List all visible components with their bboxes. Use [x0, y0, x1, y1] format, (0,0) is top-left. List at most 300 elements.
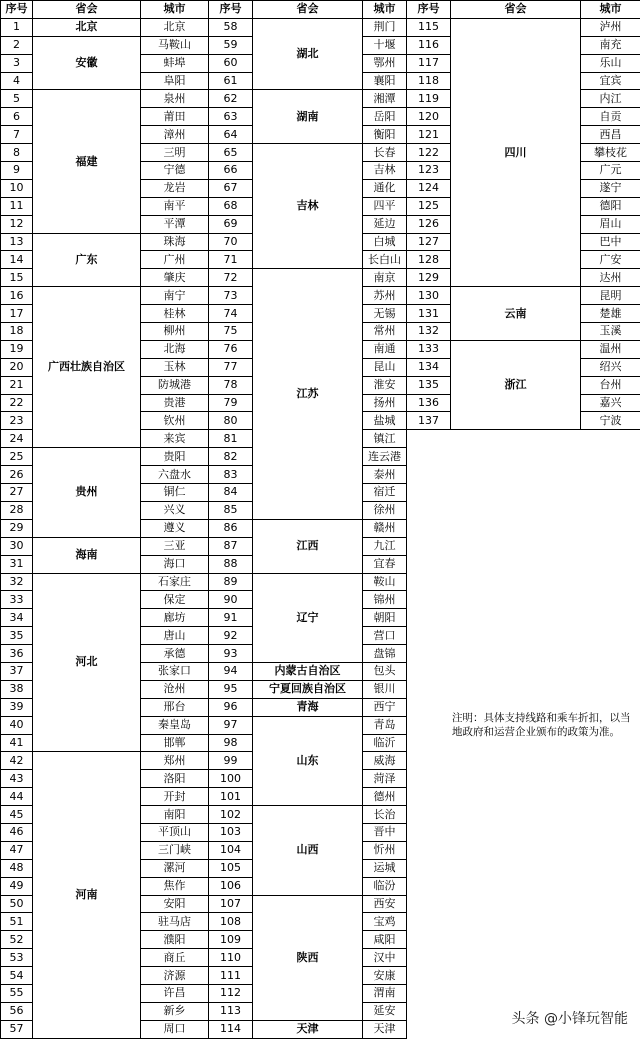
row-seq: 37: [1, 662, 33, 680]
province-cell: 四川: [451, 18, 581, 286]
row-city: 遂宁: [581, 179, 640, 197]
row-city: 海口: [141, 555, 209, 573]
row-city: 昆明: [581, 287, 640, 305]
row-city: 营口: [363, 627, 407, 645]
row-seq: 129: [407, 269, 451, 287]
row-seq: 10: [1, 179, 33, 197]
row-seq: 84: [209, 484, 253, 502]
row-seq: 57: [1, 1020, 33, 1038]
header-seq: 序号: [1, 1, 33, 19]
province-cell: 云南: [451, 287, 581, 341]
row-city: 苏州: [363, 287, 407, 305]
row-seq: 38: [1, 680, 33, 698]
row-city: 六盘水: [141, 466, 209, 484]
row-city: 沧州: [141, 680, 209, 698]
row-city: 西宁: [363, 698, 407, 716]
header-province: 省会: [33, 1, 141, 19]
row-city: 平顶山: [141, 823, 209, 841]
row-city: 菏泽: [363, 770, 407, 788]
row-seq: 31: [1, 555, 33, 573]
row-city: 商丘: [141, 949, 209, 967]
row-seq: 61: [209, 72, 253, 90]
row-seq: 44: [1, 788, 33, 806]
row-city: 广元: [581, 162, 640, 180]
row-city: 南充: [581, 36, 640, 54]
row-city: 宜春: [363, 555, 407, 573]
row-seq: 82: [209, 448, 253, 466]
row-city: 柳州: [141, 323, 209, 341]
row-seq: 83: [209, 466, 253, 484]
row-city: 常州: [363, 323, 407, 341]
row-seq: 105: [209, 859, 253, 877]
row-seq: 133: [407, 340, 451, 358]
header-province: 省会: [253, 1, 363, 19]
row-city: 长治: [363, 806, 407, 824]
row-city: 新乡: [141, 1002, 209, 1020]
row-seq: 90: [209, 591, 253, 609]
row-city: 保定: [141, 591, 209, 609]
row-seq: 52: [1, 931, 33, 949]
row-city: 漳州: [141, 126, 209, 144]
row-city: 荆门: [363, 18, 407, 36]
disclaimer-note: 注明：具体支持线路和乘车折扣，以当地政府和运营企业颁布的政策为准。: [452, 711, 638, 739]
row-seq: 110: [209, 949, 253, 967]
row-city: 淮安: [363, 376, 407, 394]
row-city: 天津: [363, 1020, 407, 1038]
province-cell: 广东: [33, 233, 141, 287]
row-city: 廊坊: [141, 609, 209, 627]
row-city: 龙岩: [141, 179, 209, 197]
row-seq: 2: [1, 36, 33, 54]
row-seq: 36: [1, 645, 33, 663]
row-city: 嘉兴: [581, 394, 640, 412]
province-cell: 山西: [253, 806, 363, 895]
row-city: 周口: [141, 1020, 209, 1038]
row-seq: 23: [1, 412, 33, 430]
row-city: 玉溪: [581, 323, 640, 341]
row-city: 阜阳: [141, 72, 209, 90]
row-seq: 68: [209, 197, 253, 215]
row-seq: 18: [1, 323, 33, 341]
row-city: 许昌: [141, 984, 209, 1002]
row-city: 衡阳: [363, 126, 407, 144]
row-seq: 17: [1, 305, 33, 323]
row-city: 南宁: [141, 287, 209, 305]
row-seq: 47: [1, 841, 33, 859]
province-cell: 江苏: [253, 269, 363, 519]
row-city: 楚雄: [581, 305, 640, 323]
row-seq: 103: [209, 823, 253, 841]
province-cell: 广西壮族自治区: [33, 287, 141, 448]
header-row: [1, 1, 640, 19]
row-city: 长白山: [363, 251, 407, 269]
province-cell: 浙江: [451, 340, 581, 429]
row-seq: 94: [209, 662, 253, 680]
row-city: 岳阳: [363, 108, 407, 126]
row-city: 台州: [581, 376, 640, 394]
row-seq: 107: [209, 895, 253, 913]
row-city: 连云港: [363, 448, 407, 466]
row-seq: 112: [209, 984, 253, 1002]
row-city: 秦皇岛: [141, 716, 209, 734]
row-city: 朝阳: [363, 609, 407, 627]
row-seq: 98: [209, 734, 253, 752]
province-cell: 福建: [33, 90, 141, 233]
row-seq: 4: [1, 72, 33, 90]
row-seq: 64: [209, 126, 253, 144]
row-seq: 132: [407, 323, 451, 341]
row-seq: 97: [209, 716, 253, 734]
row-city: 驻马店: [141, 913, 209, 931]
row-city: 镇江: [363, 430, 407, 448]
row-seq: 122: [407, 144, 451, 162]
row-seq: 49: [1, 877, 33, 895]
row-city: 贵阳: [141, 448, 209, 466]
province-cell: 陕西: [253, 895, 363, 1020]
row-city: 眉山: [581, 215, 640, 233]
row-city: 三亚: [141, 537, 209, 555]
row-city: 运城: [363, 859, 407, 877]
row-seq: 40: [1, 716, 33, 734]
row-city: 通化: [363, 179, 407, 197]
row-city: 来宾: [141, 430, 209, 448]
row-city: 内江: [581, 90, 640, 108]
row-seq: 109: [209, 931, 253, 949]
row-seq: 48: [1, 859, 33, 877]
province-cell: 贵州: [33, 448, 141, 537]
row-city: 乐山: [581, 54, 640, 72]
row-seq: 137: [407, 412, 451, 430]
row-seq: 43: [1, 770, 33, 788]
row-city: 达州: [581, 269, 640, 287]
row-city: 鄂州: [363, 54, 407, 72]
row-city: 铜仁: [141, 484, 209, 502]
province-cell: 湖南: [253, 90, 363, 144]
row-city: 兴义: [141, 501, 209, 519]
row-seq: 1: [1, 18, 33, 36]
row-city: 攀枝花: [581, 144, 640, 162]
row-city: 贵港: [141, 394, 209, 412]
row-seq: 108: [209, 913, 253, 931]
row-city: 济源: [141, 967, 209, 985]
row-seq: 50: [1, 895, 33, 913]
row-seq: 91: [209, 609, 253, 627]
row-seq: 22: [1, 394, 33, 412]
row-city: 马鞍山: [141, 36, 209, 54]
province-cell: 宁夏回族自治区: [253, 680, 363, 698]
row-city: 渭南: [363, 984, 407, 1002]
row-city: 肇庆: [141, 269, 209, 287]
row-city: 延边: [363, 215, 407, 233]
row-city: 绍兴: [581, 358, 640, 376]
row-city: 宁波: [581, 412, 640, 430]
row-seq: 28: [1, 501, 33, 519]
row-seq: 99: [209, 752, 253, 770]
row-city: 锦州: [363, 591, 407, 609]
row-seq: 116: [407, 36, 451, 54]
row-seq: 12: [1, 215, 33, 233]
row-seq: 92: [209, 627, 253, 645]
row-city: 承德: [141, 645, 209, 663]
row-city: 西昌: [581, 126, 640, 144]
row-city: 洛阳: [141, 770, 209, 788]
row-seq: 20: [1, 358, 33, 376]
row-city: 自贡: [581, 108, 640, 126]
row-seq: 29: [1, 519, 33, 537]
row-seq: 130: [407, 287, 451, 305]
row-seq: 114: [209, 1020, 253, 1038]
row-seq: 85: [209, 501, 253, 519]
row-city: 三门峡: [141, 841, 209, 859]
row-seq: 13: [1, 233, 33, 251]
row-city: 南京: [363, 269, 407, 287]
row-city: 郑州: [141, 752, 209, 770]
row-seq: 15: [1, 269, 33, 287]
row-seq: 21: [1, 376, 33, 394]
row-city: 昆山: [363, 358, 407, 376]
province-cell: 江西: [253, 519, 363, 573]
row-city: 襄阳: [363, 72, 407, 90]
row-seq: 95: [209, 680, 253, 698]
province-cell: 内蒙古自治区: [253, 662, 363, 680]
row-seq: 65: [209, 144, 253, 162]
row-seq: 19: [1, 340, 33, 358]
row-city: 西安: [363, 895, 407, 913]
row-city: 宝鸡: [363, 913, 407, 931]
row-city: 珠海: [141, 233, 209, 251]
row-seq: 26: [1, 466, 33, 484]
row-seq: 70: [209, 233, 253, 251]
row-city: 北京: [141, 18, 209, 36]
row-seq: 124: [407, 179, 451, 197]
row-seq: 73: [209, 287, 253, 305]
province-cell: 河南: [33, 752, 141, 1038]
row-city: 广安: [581, 251, 640, 269]
row-seq: 104: [209, 841, 253, 859]
row-seq: 87: [209, 537, 253, 555]
province-cell: 河北: [33, 573, 141, 752]
row-city: 盘锦: [363, 645, 407, 663]
row-seq: 69: [209, 215, 253, 233]
row-seq: 93: [209, 645, 253, 663]
header-seq: 序号: [209, 1, 253, 19]
row-seq: 63: [209, 108, 253, 126]
row-seq: 55: [1, 984, 33, 1002]
row-city: 桂林: [141, 305, 209, 323]
row-city: 长春: [363, 144, 407, 162]
row-seq: 96: [209, 698, 253, 716]
row-seq: 126: [407, 215, 451, 233]
row-seq: 111: [209, 967, 253, 985]
province-cell: 海南: [33, 537, 141, 573]
row-seq: 75: [209, 323, 253, 341]
header-city: 城市: [581, 1, 640, 19]
row-city: 湘潭: [363, 90, 407, 108]
row-seq: 127: [407, 233, 451, 251]
row-city: 德州: [363, 788, 407, 806]
province-cell: 安徽: [33, 36, 141, 90]
row-seq: 67: [209, 179, 253, 197]
header-city: 城市: [141, 1, 209, 19]
row-city: 开封: [141, 788, 209, 806]
row-seq: 78: [209, 376, 253, 394]
row-seq: 39: [1, 698, 33, 716]
row-city: 遵义: [141, 519, 209, 537]
row-seq: 6: [1, 108, 33, 126]
row-seq: 35: [1, 627, 33, 645]
row-seq: 46: [1, 823, 33, 841]
row-seq: 25: [1, 448, 33, 466]
row-city: 包头: [363, 662, 407, 680]
row-seq: 131: [407, 305, 451, 323]
row-seq: 120: [407, 108, 451, 126]
row-city: 广州: [141, 251, 209, 269]
row-city: 安康: [363, 967, 407, 985]
row-seq: 41: [1, 734, 33, 752]
row-seq: 100: [209, 770, 253, 788]
row-city: 南平: [141, 197, 209, 215]
row-seq: 125: [407, 197, 451, 215]
province-cell: 山东: [253, 716, 363, 805]
province-cell: 北京: [33, 18, 141, 36]
row-seq: 77: [209, 358, 253, 376]
row-city: 晋中: [363, 823, 407, 841]
row-city: 漯河: [141, 859, 209, 877]
row-city: 青岛: [363, 716, 407, 734]
row-city: 温州: [581, 340, 640, 358]
table-row: [1, 18, 640, 36]
row-seq: 106: [209, 877, 253, 895]
row-seq: 119: [407, 90, 451, 108]
row-seq: 102: [209, 806, 253, 824]
row-city: 白城: [363, 233, 407, 251]
row-seq: 27: [1, 484, 33, 502]
row-city: 忻州: [363, 841, 407, 859]
row-city: 蚌埠: [141, 54, 209, 72]
row-seq: 56: [1, 1002, 33, 1020]
row-city: 濮阳: [141, 931, 209, 949]
row-seq: 128: [407, 251, 451, 269]
row-seq: 136: [407, 394, 451, 412]
row-city: 宜宾: [581, 72, 640, 90]
row-city: 宁德: [141, 162, 209, 180]
row-city: 石家庄: [141, 573, 209, 591]
row-seq: 76: [209, 340, 253, 358]
row-seq: 42: [1, 752, 33, 770]
row-seq: 45: [1, 806, 33, 824]
row-city: 泉州: [141, 90, 209, 108]
row-seq: 117: [407, 54, 451, 72]
row-seq: 74: [209, 305, 253, 323]
row-city: 鞍山: [363, 573, 407, 591]
row-seq: 101: [209, 788, 253, 806]
row-city: 安阳: [141, 895, 209, 913]
row-city: 延安: [363, 1002, 407, 1020]
row-city: 北海: [141, 340, 209, 358]
row-seq: 53: [1, 949, 33, 967]
watermark: 头条 @小锋玩智能: [508, 1007, 632, 1029]
row-seq: 81: [209, 430, 253, 448]
row-seq: 88: [209, 555, 253, 573]
row-seq: 72: [209, 269, 253, 287]
row-city: 徐州: [363, 501, 407, 519]
row-city: 钦州: [141, 412, 209, 430]
row-city: 咸阳: [363, 931, 407, 949]
row-seq: 71: [209, 251, 253, 269]
row-seq: 11: [1, 197, 33, 215]
row-city: 南阳: [141, 806, 209, 824]
row-seq: 66: [209, 162, 253, 180]
row-seq: 7: [1, 126, 33, 144]
province-cell: 湖北: [253, 18, 363, 90]
row-city: 张家口: [141, 662, 209, 680]
row-city: 玉林: [141, 358, 209, 376]
row-seq: 60: [209, 54, 253, 72]
row-seq: 89: [209, 573, 253, 591]
row-city: 九江: [363, 537, 407, 555]
province-cell: 青海: [253, 698, 363, 716]
row-seq: 14: [1, 251, 33, 269]
row-seq: 115: [407, 18, 451, 36]
province-cell: 吉林: [253, 144, 363, 269]
row-seq: 3: [1, 54, 33, 72]
row-city: 南通: [363, 340, 407, 358]
row-city: 盐城: [363, 412, 407, 430]
row-seq: 8: [1, 144, 33, 162]
row-city: 邢台: [141, 698, 209, 716]
row-city: 泰州: [363, 466, 407, 484]
row-city: 德阳: [581, 197, 640, 215]
row-seq: 30: [1, 537, 33, 555]
header-city: 城市: [363, 1, 407, 19]
row-seq: 51: [1, 913, 33, 931]
row-city: 巴中: [581, 233, 640, 251]
row-city: 银川: [363, 680, 407, 698]
row-city: 泸州: [581, 18, 640, 36]
row-seq: 123: [407, 162, 451, 180]
row-seq: 135: [407, 376, 451, 394]
row-city: 临沂: [363, 734, 407, 752]
row-city: 吉林: [363, 162, 407, 180]
row-seq: 80: [209, 412, 253, 430]
row-city: 汉中: [363, 949, 407, 967]
row-city: 邯郸: [141, 734, 209, 752]
row-city: 无锡: [363, 305, 407, 323]
row-seq: 9: [1, 162, 33, 180]
header-province: 省会: [451, 1, 581, 19]
row-seq: 5: [1, 90, 33, 108]
row-city: 莆田: [141, 108, 209, 126]
row-seq: 79: [209, 394, 253, 412]
row-seq: 62: [209, 90, 253, 108]
row-seq: 54: [1, 967, 33, 985]
row-city: 平潭: [141, 215, 209, 233]
row-seq: 33: [1, 591, 33, 609]
row-seq: 86: [209, 519, 253, 537]
province-cell: 天津: [253, 1020, 363, 1038]
row-city: 四平: [363, 197, 407, 215]
row-seq: 58: [209, 18, 253, 36]
row-seq: 24: [1, 430, 33, 448]
row-seq: 134: [407, 358, 451, 376]
header-seq: 序号: [407, 1, 451, 19]
row-city: 扬州: [363, 394, 407, 412]
row-city: 焦作: [141, 877, 209, 895]
row-city: 临汾: [363, 877, 407, 895]
row-seq: 113: [209, 1002, 253, 1020]
row-city: 十堰: [363, 36, 407, 54]
row-city: 威海: [363, 752, 407, 770]
